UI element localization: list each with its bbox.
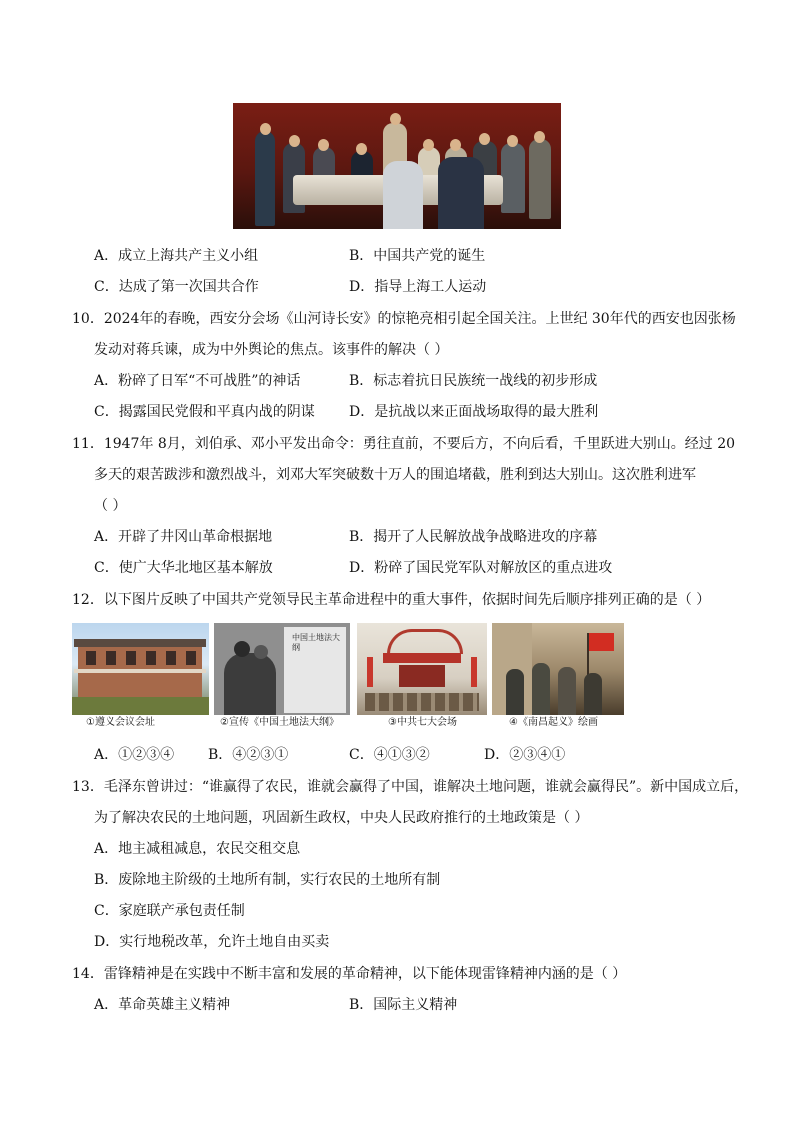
- land-law-propaganda-photo: [214, 623, 350, 715]
- q11-stem-line2: 多天的艰苦跋涉和激烈战斗，刘邓大军突破数十万人的围追堵截，胜利到达大别山。这次胜利进军: [94, 467, 696, 483]
- q11-option-c: C．使广大华北地区基本解放: [94, 560, 273, 576]
- q13-stem-line1: 13．毛泽东曾讲过：“谁赢得了农民，谁就会赢得了中国，谁解决土地问题，谁就会赢得民”。新中国成立后，: [72, 779, 749, 795]
- seventh-congress-hall-photo: [357, 623, 487, 715]
- q11-option-d: D．粉碎了国民党军队对解放区的重点进攻: [349, 560, 613, 576]
- q12-option-c: C．④①③②: [349, 747, 430, 763]
- photo-caption-2: ②宣传《中国土地法大纲》: [220, 717, 339, 728]
- q13-option-c: C．家庭联产承包责任制: [94, 903, 245, 919]
- q10-option-d: D．是抗战以来正面战场取得的最大胜利: [349, 404, 599, 420]
- zunyi-meeting-site-photo: [72, 623, 209, 715]
- photo-caption-1: ①遵义会议会址: [86, 717, 155, 728]
- q11-stem-line1: 11．1947年 8月，刘伯承、邓小平发出命令：勇往直前，不要后方，不向后看，千里跃进大别山。经过 20: [72, 436, 736, 452]
- q11-stem-line3: （ ）: [94, 498, 127, 514]
- q12-stem-line1: 12．以下图片反映了中国共产党领导民主革命进程中的重大事件，依据时间先后顺序排列正确的是（ ）: [72, 592, 711, 608]
- q14-option-a: A．革命英雄主义精神: [94, 997, 231, 1013]
- q12-option-a: A．①②③④: [94, 747, 175, 763]
- q12-option-d: D．②③④①: [484, 747, 566, 763]
- meeting-painting: [233, 103, 561, 229]
- q10-option-a: A．粉碎了日军“不可战胜”的神话: [94, 373, 301, 389]
- q13-stem-line2: 为了解决农民的土地问题，巩固新生政权，中央人民政府推行的土地政策是（ ）: [94, 810, 589, 826]
- q10-option-b: B．标志着抗日民族统一战线的初步形成: [349, 373, 598, 389]
- photo-caption-4: ④《南昌起义》绘画: [509, 717, 598, 728]
- q9-option-c: C．达成了第一次国共合作: [94, 279, 259, 295]
- q13-option-b: B．废除地主阶级的土地所有制，实行农民的土地所有制: [94, 872, 441, 888]
- q11-option-b: B．揭开了人民解放战争战略进攻的序幕: [349, 529, 598, 545]
- q10-option-c: C．揭露国民党假和平真内战的阴谋: [94, 404, 315, 420]
- q14-option-b: B．国际主义精神: [349, 997, 458, 1013]
- q11-option-a: A．开辟了井冈山革命根据地: [94, 529, 273, 545]
- q9-option-d: D．指导上海工人运动: [349, 279, 487, 295]
- q10-stem-line1: 10．2024年的春晚，西安分会场《山河诗长安》的惊艳亮相引起全国关注。上世纪 30年代的西安也因张杨: [72, 311, 736, 327]
- q14-stem-line1: 14．雷锋精神是在实践中不断丰富和发展的革命精神，以下能体现雷锋精神内涵的是（ ）: [72, 966, 627, 982]
- nanchang-uprising-painting: [492, 623, 624, 715]
- q10-stem-line2: 发动对蒋兵谏，成为中外舆论的焦点。该事件的解决（ ）: [94, 342, 449, 358]
- q9-option-b: B．中国共产党的诞生: [349, 248, 486, 264]
- q12-option-b: B．④②③①: [208, 747, 289, 763]
- q13-option-d: D．实行地税改革，允许土地自由买卖: [94, 934, 330, 950]
- photo-caption-3: ③中共七大会场: [388, 717, 457, 728]
- q13-option-a: A．地主减租减息，农民交租交息: [94, 841, 301, 857]
- q9-option-a: A．成立上海共产主义小组: [94, 248, 259, 264]
- poster-title: 中国土地法大纲: [292, 633, 340, 652]
